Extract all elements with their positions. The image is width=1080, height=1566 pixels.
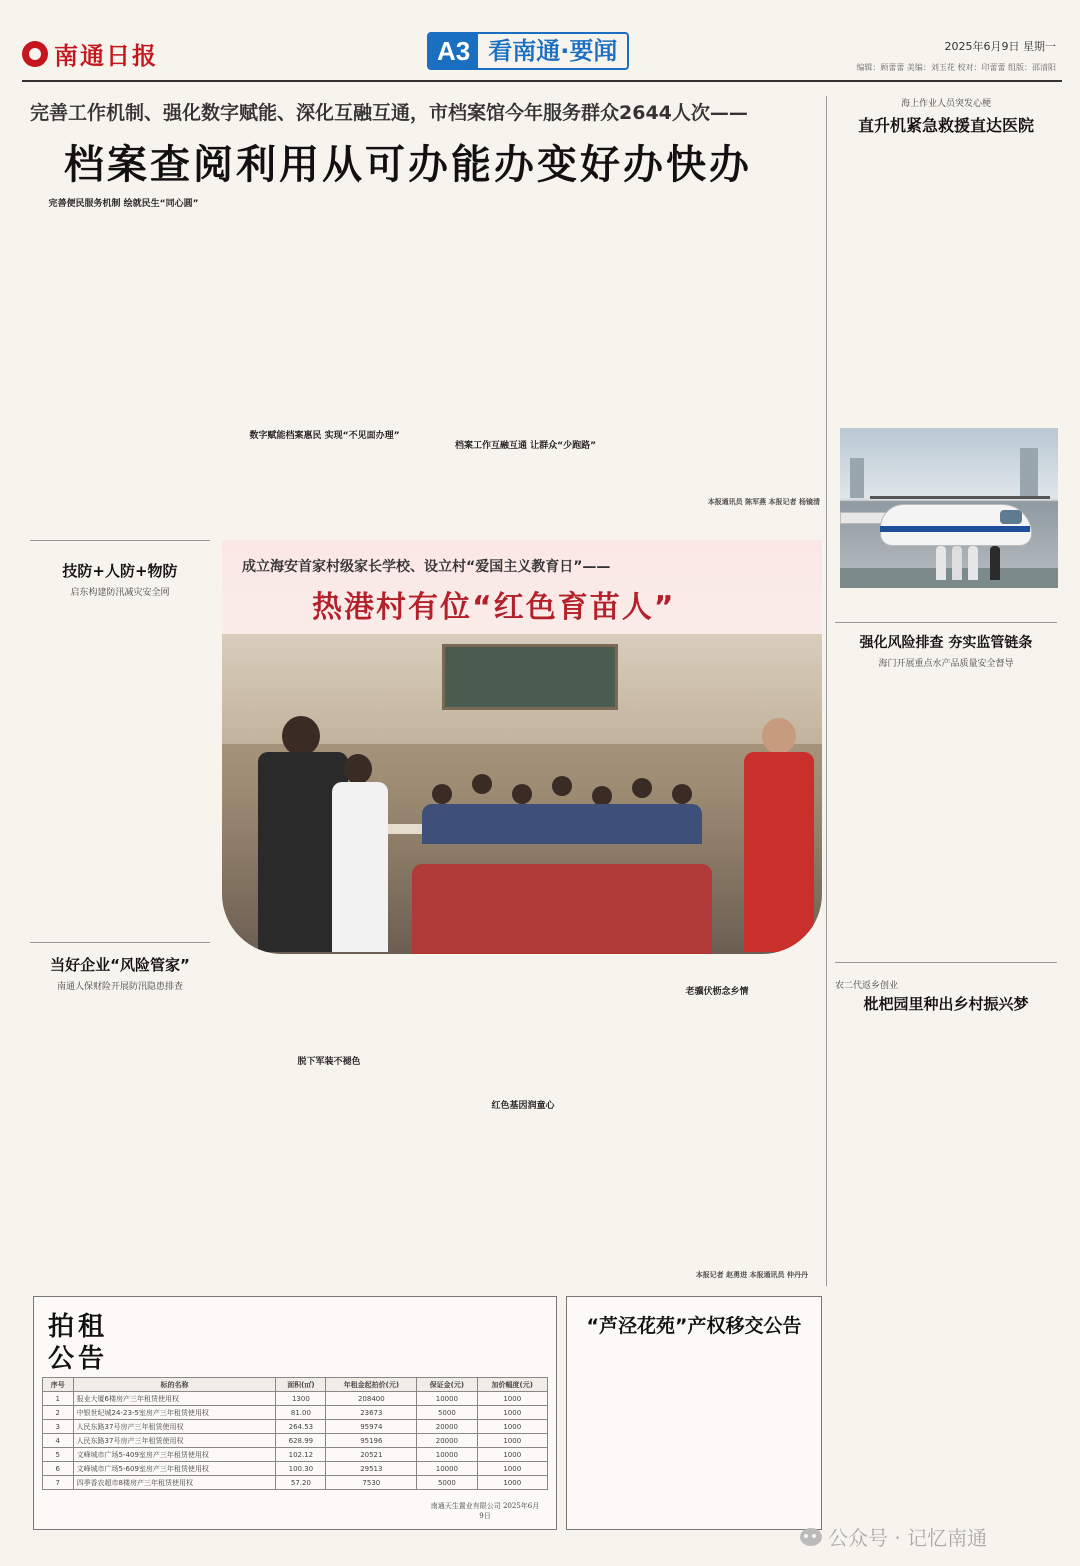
table-cell: 6	[43, 1462, 74, 1476]
table-header: 面积(㎡)	[276, 1378, 326, 1392]
right-bottom-kicker: 农二代返乡创业	[835, 981, 899, 991]
section-name: 看南通·要闻	[488, 37, 618, 65]
right-mid-subtitle: 海门开展重点水产品质量安全督导	[878, 659, 1014, 669]
text-column	[30, 190, 217, 510]
table-cell: 1300	[276, 1392, 326, 1406]
table-cell: 人民东路37号房产三年租赁使用权	[73, 1434, 276, 1448]
feature-byline: 本报记者 赵勇进 本报通讯员 仲丹丹	[695, 1270, 808, 1279]
transfer-notice	[566, 1296, 822, 1530]
masthead-rule	[22, 80, 1062, 82]
watermark	[800, 1522, 987, 1551]
table-cell: 208400	[326, 1392, 417, 1406]
left-article-flood	[30, 560, 210, 598]
table-cell: 1	[43, 1392, 74, 1406]
table-cell: 1000	[477, 1462, 548, 1476]
text-column	[238, 960, 420, 1280]
table-cell: 10000	[417, 1448, 477, 1462]
left-top-subtitle: 启东构建防汛减灾安全网	[70, 588, 170, 598]
editors-line: 编辑：顾蕾蕾 美编：刘玉花 校对：印蕾蕾 组版：邵清阳	[856, 63, 1056, 72]
table-cell: 四季香农超市8楼房产三年租赁使用权	[73, 1476, 276, 1490]
helicopter-photo	[840, 428, 1058, 588]
feature-subhead-2: 红色基因润童心	[491, 1101, 555, 1111]
left-top-title: 技防+人防+物防	[62, 562, 178, 580]
table-row	[43, 1392, 548, 1406]
table-row	[43, 1420, 548, 1434]
rental-table	[42, 1377, 548, 1490]
lead-subhead-2: 数字赋能档案惠民 实现“不见面办理”	[249, 431, 400, 441]
table-cell: 10000	[417, 1392, 477, 1406]
lead-article-body	[30, 190, 820, 510]
table-cell: 文峰城市广场5-609室房产三年租赁使用权	[73, 1462, 276, 1476]
table-row	[43, 1462, 548, 1476]
paper-logo-icon	[22, 41, 48, 67]
table-cell: 7530	[326, 1476, 417, 1490]
right-bottom-title: 枇杷园里种出乡村振兴梦	[863, 995, 1029, 1013]
table-cell: 7	[43, 1476, 74, 1490]
table-cell: 628.99	[276, 1434, 326, 1448]
text-column	[633, 190, 820, 510]
paper-logo	[22, 36, 158, 71]
text-column	[231, 190, 418, 510]
table-cell: 1000	[477, 1476, 548, 1490]
lead-title: 档案查阅利用从可办能办变好办快办	[64, 142, 752, 188]
wechat-icon	[800, 1528, 822, 1546]
lead-subhead-3: 档案工作互融互通 让群众“少跑路”	[455, 441, 596, 451]
text-column	[626, 960, 808, 1280]
text-column	[432, 190, 619, 510]
table-row	[43, 1448, 548, 1462]
table-header: 标的名称	[73, 1378, 276, 1392]
table-row	[43, 1434, 548, 1448]
lead-byline: 本报通讯员 陈军燕 本报记者 杨镜清	[707, 497, 820, 506]
table-cell: 20000	[417, 1434, 477, 1448]
rental-notice-sign: 南通天生置业有限公司 2025年6月9日	[430, 1502, 540, 1520]
left-bottom-title: 当好企业“风险管家”	[50, 956, 190, 974]
right-article-aquatic	[835, 632, 1057, 669]
table-header: 年租金起拍价(元)	[326, 1378, 417, 1392]
table-cell: 5	[43, 1448, 74, 1462]
table-cell: 1000	[477, 1448, 548, 1462]
table-cell: 4	[43, 1434, 74, 1448]
dateline: 2025年6月9日 星期一	[944, 40, 1056, 53]
table-header: 序号	[43, 1378, 74, 1392]
table-row	[43, 1476, 548, 1490]
table-header: 加价幅度(元)	[477, 1378, 548, 1392]
divider	[30, 540, 210, 541]
lead-subhead-1: 完善便民服务机制 绘就民生“同心圆”	[48, 199, 199, 209]
rental-table-body	[43, 1392, 548, 1490]
table-cell: 1000	[477, 1406, 548, 1420]
table-cell: 1000	[477, 1420, 548, 1434]
transfer-notice-title: “芦泾花苑”产权移交公告	[586, 1315, 802, 1337]
table-cell: 5000	[417, 1476, 477, 1490]
section-code: A3	[429, 34, 478, 68]
table-cell: 20521	[326, 1448, 417, 1462]
table-cell: 10000	[417, 1462, 477, 1476]
table-cell: 文峰城市广场5-409室房产三年租赁使用权	[73, 1448, 276, 1462]
table-cell: 1000	[477, 1392, 548, 1406]
table-cell: 57.20	[276, 1476, 326, 1490]
feature-body	[238, 960, 808, 1280]
rental-notice-title: 拍租公告	[48, 1312, 109, 1374]
watermark-text: 公众号 · 记忆南通	[828, 1526, 988, 1550]
right-article-loquat	[835, 978, 1057, 1014]
divider	[30, 942, 210, 943]
table-cell: 23673	[326, 1406, 417, 1420]
right-top-kicker: 海上作业人员突发心梗	[900, 99, 991, 109]
table-header-row	[43, 1378, 548, 1392]
table-cell: 1000	[477, 1434, 548, 1448]
table-cell: 5000	[417, 1406, 477, 1420]
feature-subhead-1: 脱下军装不褪色	[297, 1057, 361, 1067]
table-cell: 102.12	[276, 1448, 326, 1462]
table-header: 保证金(元)	[417, 1378, 477, 1392]
table-cell: 报业大厦6楼房产三年租赁使用权	[73, 1392, 276, 1406]
right-top-title: 直升机紧急救援直达医院	[857, 116, 1034, 135]
divider	[835, 622, 1057, 623]
section-header	[427, 32, 629, 70]
text-column	[432, 960, 614, 1280]
classroom-photo	[222, 634, 822, 954]
column-divider	[826, 96, 827, 1286]
feature-subhead-3: 老骥伏枥念乡情	[685, 987, 749, 997]
feature-title: 热港村有位“红色育苗人”	[312, 590, 676, 625]
table-cell: 29513	[326, 1462, 417, 1476]
table-row	[43, 1406, 548, 1420]
feature-article	[222, 540, 822, 1285]
table-cell: 人民东路37号房产三年租赁使用权	[73, 1420, 276, 1434]
lead-article-header	[30, 98, 820, 190]
table-cell: 20000	[417, 1420, 477, 1434]
table-cell: 81.00	[276, 1406, 326, 1420]
left-bottom-subtitle: 南通人保财险开展防汛隐患排查	[56, 982, 183, 992]
left-article-insurance	[30, 954, 210, 992]
table-cell: 2	[43, 1406, 74, 1420]
table-cell: 95196	[326, 1434, 417, 1448]
paper-name: 南通日报	[54, 41, 158, 70]
masthead	[22, 30, 1062, 76]
table-cell: 95974	[326, 1420, 417, 1434]
table-cell: 中银世纪城24-23-5室房产三年租赁使用权	[73, 1406, 276, 1420]
rental-notice	[33, 1296, 557, 1530]
lead-kicker: 完善工作机制、强化数字赋能、深化互融互通，市档案馆今年服务群众2644人次——	[30, 102, 748, 124]
divider	[835, 962, 1057, 963]
feature-kicker: 成立海安首家村级家长学校、设立村“爱国主义教育日”——	[242, 559, 611, 575]
table-cell: 100.30	[276, 1462, 326, 1476]
table-cell: 3	[43, 1420, 74, 1434]
table-cell: 264.53	[276, 1420, 326, 1434]
right-mid-title: 强化风险排查 夯实监管链条	[859, 635, 1033, 651]
right-article-helicopter	[835, 96, 1057, 136]
